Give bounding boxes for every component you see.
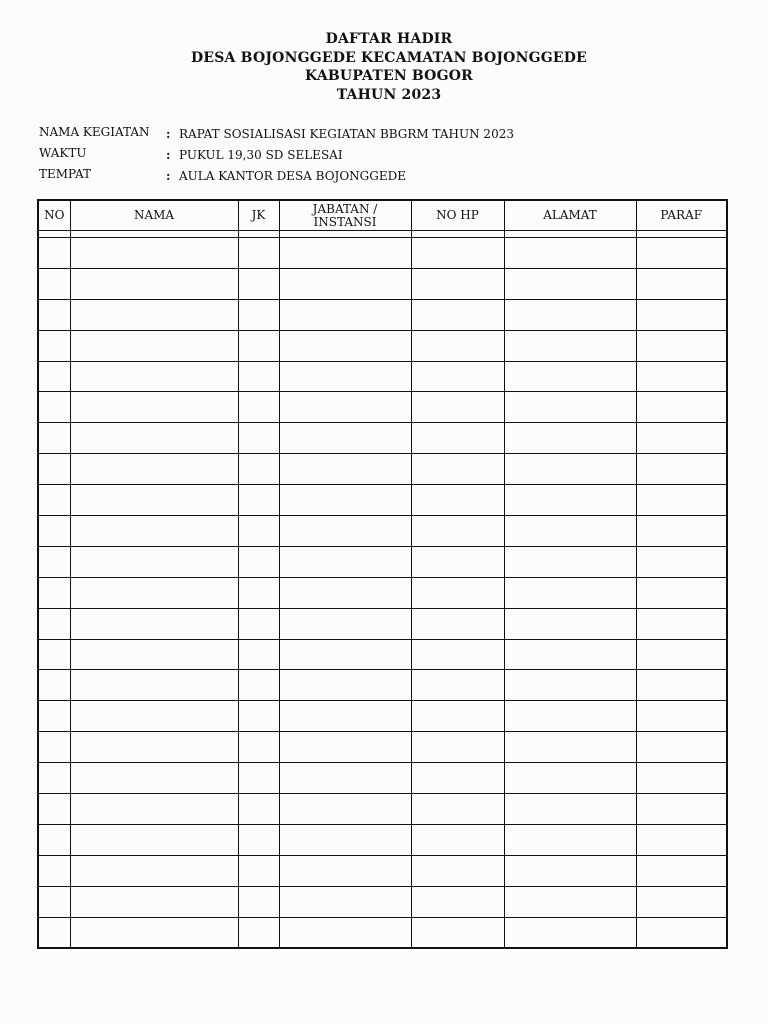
- table-cell[interactable]: [411, 794, 504, 825]
- table-cell[interactable]: [411, 639, 504, 670]
- table-cell[interactable]: [279, 917, 411, 948]
- table-cell[interactable]: [238, 763, 279, 794]
- table-cell[interactable]: [411, 423, 504, 454]
- table-row: [38, 238, 727, 269]
- table-cell[interactable]: [70, 886, 238, 917]
- table-row: [38, 917, 727, 948]
- table-cell[interactable]: [70, 516, 238, 547]
- table-cell[interactable]: [70, 701, 238, 732]
- table-cell[interactable]: [38, 608, 70, 639]
- table-cell[interactable]: [636, 763, 727, 794]
- table-cell[interactable]: [411, 917, 504, 948]
- table-cell[interactable]: [279, 608, 411, 639]
- table-cell[interactable]: [279, 423, 411, 454]
- table-cell[interactable]: [238, 577, 279, 608]
- table-cell[interactable]: [279, 392, 411, 423]
- column-header-nama: NAMA: [70, 200, 238, 231]
- table-cell[interactable]: [70, 855, 238, 886]
- table-cell[interactable]: [411, 238, 504, 269]
- table-cell[interactable]: [636, 670, 727, 701]
- table-cell[interactable]: [238, 608, 279, 639]
- table-cell[interactable]: [411, 855, 504, 886]
- table-cell[interactable]: [411, 577, 504, 608]
- table-cell[interactable]: [38, 855, 70, 886]
- table-cell[interactable]: [279, 577, 411, 608]
- info-separator: :: [166, 127, 171, 141]
- table-row: [38, 361, 727, 392]
- table-cell[interactable]: [38, 732, 70, 763]
- table-cell[interactable]: [279, 886, 411, 917]
- table-cell[interactable]: [70, 485, 238, 516]
- table-row: [38, 423, 727, 454]
- table-header-row: [38, 200, 727, 231]
- table-cell[interactable]: [504, 392, 636, 423]
- table-cell[interactable]: [38, 577, 70, 608]
- table-cell[interactable]: [70, 361, 238, 392]
- table-cell[interactable]: [238, 516, 279, 547]
- table-cell[interactable]: [411, 546, 504, 577]
- table-cell[interactable]: [279, 299, 411, 330]
- column-header-jabatan-line2: INSTANSI: [313, 214, 377, 229]
- table-cell[interactable]: [636, 361, 727, 392]
- table-cell[interactable]: [70, 763, 238, 794]
- table-cell[interactable]: [504, 485, 636, 516]
- table-cell[interactable]: [279, 238, 411, 269]
- table-row: [38, 299, 727, 330]
- table-cell[interactable]: [411, 763, 504, 794]
- table-cell[interactable]: [238, 546, 279, 577]
- info-separator: :: [166, 169, 171, 183]
- table-cell[interactable]: [504, 268, 636, 299]
- table-cell[interactable]: [38, 794, 70, 825]
- table-cell[interactable]: [279, 701, 411, 732]
- table-cell[interactable]: [70, 268, 238, 299]
- table-cell[interactable]: [636, 855, 727, 886]
- table-cell[interactable]: [238, 917, 279, 948]
- table-cell[interactable]: [636, 423, 727, 454]
- table-cell[interactable]: [504, 577, 636, 608]
- title-line-2: DESA BOJONGGEDE KECAMATAN BOJONGGEDE: [191, 49, 587, 66]
- table-cell[interactable]: [504, 608, 636, 639]
- table-row: [38, 392, 727, 423]
- table-cell[interactable]: [38, 454, 70, 485]
- info-value: AULA KANTOR DESA BOJONGGEDE: [179, 169, 406, 183]
- table-cell[interactable]: [70, 824, 238, 855]
- table-cell[interactable]: [279, 639, 411, 670]
- table-cell[interactable]: [411, 392, 504, 423]
- table-cell[interactable]: [504, 732, 636, 763]
- table-cell[interactable]: [238, 392, 279, 423]
- table-cell[interactable]: [279, 763, 411, 794]
- info-label: WAKTU: [39, 146, 87, 160]
- table-cell[interactable]: [411, 268, 504, 299]
- table-cell[interactable]: [38, 299, 70, 330]
- table-cell[interactable]: [279, 361, 411, 392]
- table-cell[interactable]: [411, 516, 504, 547]
- table-cell[interactable]: [38, 886, 70, 917]
- table-cell[interactable]: [636, 732, 727, 763]
- column-header-jabatan: [279, 200, 411, 231]
- table-cell[interactable]: [411, 608, 504, 639]
- table-row: [38, 608, 727, 639]
- table-cell[interactable]: [238, 855, 279, 886]
- table-cell[interactable]: [279, 454, 411, 485]
- table-cell[interactable]: [38, 546, 70, 577]
- table-row: [38, 763, 727, 794]
- table-cell[interactable]: [504, 361, 636, 392]
- table-cell[interactable]: [38, 423, 70, 454]
- table-cell[interactable]: [504, 639, 636, 670]
- info-value: PUKUL 19,30 SD SELESAI: [179, 148, 343, 162]
- table-cell[interactable]: [279, 732, 411, 763]
- table-cell: [504, 231, 636, 238]
- table-cell[interactable]: [636, 485, 727, 516]
- table-cell[interactable]: [70, 454, 238, 485]
- table-cell[interactable]: [238, 361, 279, 392]
- table-cell[interactable]: [279, 824, 411, 855]
- table-cell: [411, 231, 504, 238]
- table-cell[interactable]: [504, 763, 636, 794]
- table-cell[interactable]: [238, 701, 279, 732]
- table-cell[interactable]: [70, 670, 238, 701]
- table-cell[interactable]: [38, 516, 70, 547]
- table-cell[interactable]: [411, 886, 504, 917]
- table-cell[interactable]: [238, 330, 279, 361]
- table-cell[interactable]: [636, 238, 727, 269]
- table-cell[interactable]: [636, 917, 727, 948]
- table-cell[interactable]: [70, 608, 238, 639]
- table-cell[interactable]: [504, 238, 636, 269]
- table-cell[interactable]: [70, 577, 238, 608]
- table-cell[interactable]: [238, 824, 279, 855]
- column-header-alamat: ALAMAT: [504, 200, 636, 231]
- table-cell[interactable]: [238, 454, 279, 485]
- table-cell[interactable]: [636, 794, 727, 825]
- table-cell[interactable]: [279, 485, 411, 516]
- table-cell[interactable]: [279, 546, 411, 577]
- column-header-jabatan-line1: JABATAN /: [312, 201, 378, 216]
- table-row: [38, 670, 727, 701]
- table-cell[interactable]: [38, 763, 70, 794]
- table-row: [38, 485, 727, 516]
- table-cell[interactable]: [636, 886, 727, 917]
- table-cell[interactable]: [279, 855, 411, 886]
- table-row: [38, 824, 727, 855]
- table-cell[interactable]: [504, 454, 636, 485]
- table-spacer-row: [38, 231, 727, 238]
- table-cell[interactable]: [38, 268, 70, 299]
- table-cell[interactable]: [238, 238, 279, 269]
- column-header-no-hp: NO HP: [411, 200, 504, 231]
- table-cell[interactable]: [411, 732, 504, 763]
- table-cell[interactable]: [38, 485, 70, 516]
- column-header-paraf: PARAF: [636, 200, 727, 231]
- table-cell[interactable]: [279, 330, 411, 361]
- table-cell[interactable]: [38, 670, 70, 701]
- table-cell: [238, 231, 279, 238]
- table-cell[interactable]: [636, 608, 727, 639]
- attendance-table: [37, 199, 728, 949]
- table-cell[interactable]: [279, 268, 411, 299]
- info-label: NAMA KEGIATAN: [39, 125, 150, 139]
- table-cell[interactable]: [238, 886, 279, 917]
- table-row: [38, 732, 727, 763]
- table-cell[interactable]: [70, 732, 238, 763]
- table-cell[interactable]: [38, 392, 70, 423]
- table-cell[interactable]: [38, 238, 70, 269]
- table-cell[interactable]: [279, 516, 411, 547]
- table-cell[interactable]: [636, 546, 727, 577]
- table-cell: [636, 231, 727, 238]
- column-header-no: NO: [38, 200, 70, 231]
- table-cell[interactable]: [636, 330, 727, 361]
- table-cell[interactable]: [411, 330, 504, 361]
- table-cell[interactable]: [238, 670, 279, 701]
- table-row: [38, 330, 727, 361]
- table-row: [38, 701, 727, 732]
- table-row: [38, 268, 727, 299]
- info-label: TEMPAT: [39, 167, 92, 181]
- table-cell[interactable]: [504, 670, 636, 701]
- table-cell: [38, 231, 70, 238]
- table-cell[interactable]: [70, 423, 238, 454]
- table-cell[interactable]: [636, 392, 727, 423]
- table-cell[interactable]: [636, 454, 727, 485]
- table-cell[interactable]: [70, 330, 238, 361]
- table-row: [38, 794, 727, 825]
- table-cell[interactable]: [411, 485, 504, 516]
- table-cell[interactable]: [636, 577, 727, 608]
- table-cell[interactable]: [38, 639, 70, 670]
- table-cell[interactable]: [636, 268, 727, 299]
- table-row: [38, 855, 727, 886]
- attendance-table-body: [38, 231, 727, 949]
- table-cell[interactable]: [38, 824, 70, 855]
- table-cell[interactable]: [70, 546, 238, 577]
- table-row: [38, 639, 727, 670]
- table-cell[interactable]: [238, 268, 279, 299]
- table-cell[interactable]: [238, 639, 279, 670]
- table-cell[interactable]: [70, 238, 238, 269]
- table-cell[interactable]: [70, 299, 238, 330]
- table-cell[interactable]: [504, 299, 636, 330]
- table-cell[interactable]: [636, 639, 727, 670]
- table-cell[interactable]: [504, 516, 636, 547]
- table-cell[interactable]: [70, 794, 238, 825]
- table-cell: [70, 231, 238, 238]
- table-cell[interactable]: [38, 917, 70, 948]
- document-title-block: [0, 30, 768, 104]
- table-cell[interactable]: [238, 299, 279, 330]
- column-header-jk: JK: [238, 200, 279, 231]
- table-cell[interactable]: [636, 299, 727, 330]
- title-line-3: KABUPATEN BOGOR: [305, 68, 473, 84]
- table-cell[interactable]: [411, 701, 504, 732]
- table-cell[interactable]: [38, 361, 70, 392]
- table-cell[interactable]: [504, 886, 636, 917]
- table-cell: [279, 231, 411, 238]
- table-cell[interactable]: [238, 732, 279, 763]
- table-cell[interactable]: [504, 546, 636, 577]
- table-cell[interactable]: [504, 423, 636, 454]
- table-cell[interactable]: [70, 639, 238, 670]
- info-value: RAPAT SOSIALISASI KEGIATAN BBGRM TAHUN 2023: [179, 127, 514, 141]
- table-row: [38, 516, 727, 547]
- table-cell[interactable]: [504, 855, 636, 886]
- table-cell[interactable]: [504, 701, 636, 732]
- table-cell[interactable]: [411, 454, 504, 485]
- table-cell[interactable]: [411, 670, 504, 701]
- table-cell[interactable]: [411, 824, 504, 855]
- table-cell[interactable]: [279, 794, 411, 825]
- table-cell[interactable]: [279, 670, 411, 701]
- title-line-4: TAHUN 2023: [336, 86, 442, 103]
- table-cell[interactable]: [636, 701, 727, 732]
- table-cell[interactable]: [411, 299, 504, 330]
- table-cell[interactable]: [38, 701, 70, 732]
- table-cell[interactable]: [636, 824, 727, 855]
- table-row: [38, 886, 727, 917]
- table-row: [38, 454, 727, 485]
- table-cell[interactable]: [238, 485, 279, 516]
- table-cell[interactable]: [504, 917, 636, 948]
- table-cell[interactable]: [411, 361, 504, 392]
- info-separator: :: [166, 148, 171, 162]
- table-cell[interactable]: [238, 423, 279, 454]
- table-row: [38, 577, 727, 608]
- title-line-1: DAFTAR HADIR: [325, 31, 453, 47]
- table-cell[interactable]: [70, 392, 238, 423]
- table-row: [38, 546, 727, 577]
- table-cell[interactable]: [504, 330, 636, 361]
- table-cell[interactable]: [70, 917, 238, 948]
- table-cell[interactable]: [504, 824, 636, 855]
- table-cell[interactable]: [238, 794, 279, 825]
- table-cell[interactable]: [504, 794, 636, 825]
- table-cell[interactable]: [636, 516, 727, 547]
- table-cell[interactable]: [38, 330, 70, 361]
